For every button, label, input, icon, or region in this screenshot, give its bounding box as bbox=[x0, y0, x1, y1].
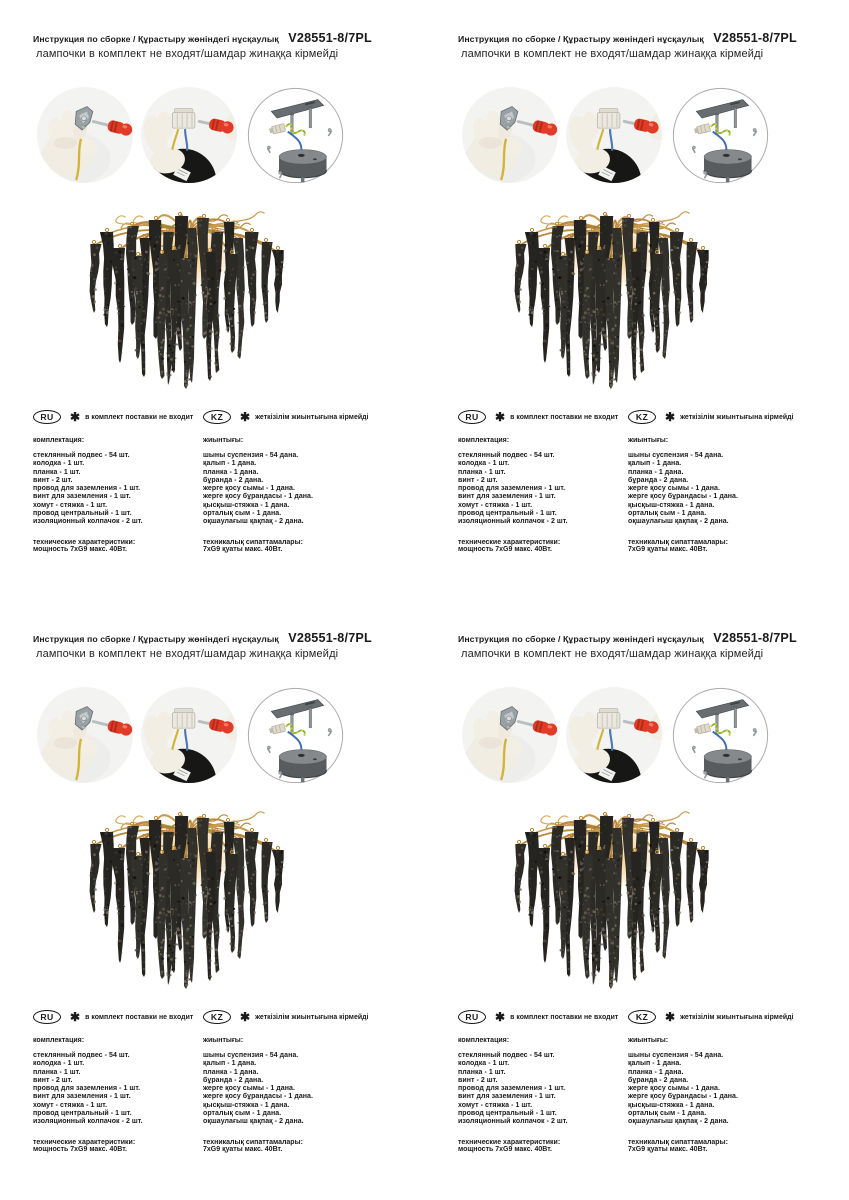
step-photo-wiring bbox=[565, 86, 663, 184]
parts-list-item: изоляционный колпачок - 2 шт. bbox=[33, 518, 143, 526]
parts-list-item: планка - 1 шт. bbox=[33, 1068, 81, 1076]
model-number: V28551-8/7PL bbox=[288, 631, 372, 645]
kz-section bbox=[203, 1010, 398, 1154]
ru-list-title: комплектация: bbox=[458, 437, 510, 444]
ru-not-included-note: в комплект поставки не входит bbox=[510, 413, 619, 421]
ru-list-title: комплектация: bbox=[33, 437, 85, 444]
parts-list-item: планка - 1 шт. bbox=[458, 468, 506, 476]
parts-list-item: винт для заземления - 1 шт. bbox=[458, 1093, 556, 1101]
parts-list-item: жерге қосу бұрандасы - 1 дана. bbox=[628, 1093, 738, 1101]
parts-list-item: хомут - стяжка - 1 шт. bbox=[458, 1101, 533, 1109]
parts-list-item: орталық сым - 1 дана. bbox=[203, 1110, 282, 1118]
parts-list-item: провод центральный - 1 шт. bbox=[33, 510, 132, 518]
parts-list-item: орталық сым - 1 дана. bbox=[628, 510, 707, 518]
instruction-panel-2 bbox=[425, 0, 849, 600]
kz-specs-value: 7xG9 қуаты макс. 40Вт. bbox=[628, 1145, 708, 1153]
step-photo-bracket bbox=[36, 86, 134, 184]
instruction-panel-1 bbox=[0, 0, 424, 600]
parts-list-item: оқшаулағыш қақпақ - 2 дана. bbox=[203, 1118, 304, 1126]
parts-list-item: винт для заземления - 1 шт. bbox=[33, 1093, 131, 1101]
parts-list-item: қалып - 1 дана. bbox=[628, 1060, 682, 1068]
kz-note-row bbox=[628, 1010, 823, 1024]
kz-specs-value: 7xG9 қуаты макс. 40Вт. bbox=[628, 545, 708, 553]
assembly-title: Инструкция по сборке / Құрастыру жөніндегі нұсқаулық bbox=[33, 634, 279, 644]
parts-list-item: провод для заземления - 1 шт. bbox=[458, 1085, 566, 1093]
parts-list-item: жерге қосу бұрандасы - 1 дана. bbox=[203, 1093, 313, 1101]
step-photo-wiring bbox=[565, 686, 663, 784]
asterisk-icon: ✱ bbox=[665, 1010, 676, 1024]
chandelier-product-image bbox=[499, 792, 729, 992]
model-number: V28551-8/7PL bbox=[713, 31, 797, 45]
parts-list-item: бұранда - 2 дана. bbox=[203, 1076, 264, 1084]
step-diagram-ceiling-mount bbox=[247, 87, 344, 184]
ceiling-mount-diagram bbox=[247, 87, 344, 184]
parts-list-item: хомут - стяжка - 1 шт. bbox=[33, 501, 108, 509]
ru-specs-title: технические характеристики: bbox=[458, 1138, 561, 1146]
kz-parts-list bbox=[203, 452, 398, 527]
ru-specs-title: технические характеристики: bbox=[33, 1138, 136, 1146]
chandelier-art bbox=[499, 792, 729, 992]
ru-note-row bbox=[33, 410, 201, 424]
kz-not-included-note: жеткізілім жиынтығына кірмейді bbox=[680, 1013, 794, 1021]
parts-list-item: планка - 1 дана. bbox=[628, 468, 684, 476]
parts-list-item: шыны суспензия - 54 дана. bbox=[628, 452, 724, 459]
kz-specs-title: техникалық сипаттамалары: bbox=[203, 538, 303, 546]
kz-not-included-note: жеткізілім жиынтығына кірмейді bbox=[255, 1013, 369, 1021]
ru-parts-list bbox=[33, 452, 201, 527]
step-diagram-ceiling-mount bbox=[247, 687, 344, 784]
parts-list-item: винт - 2 шт. bbox=[33, 476, 73, 484]
kz-parts-list bbox=[203, 1052, 398, 1127]
ru-section bbox=[33, 1010, 201, 1154]
parts-list-item: бұранда - 2 дана. bbox=[628, 1076, 689, 1084]
ru-parts-list bbox=[33, 1052, 201, 1127]
step-photo-wiring bbox=[140, 86, 238, 184]
kz-list-title: жиынтығы: bbox=[203, 1037, 244, 1044]
parts-list-item: оқшаулағыш қақпақ - 2 дана. bbox=[628, 1118, 729, 1126]
ru-specs-value: мощность 7xG9 макс. 40Вт. bbox=[458, 545, 552, 553]
parts-list-item: оқшаулағыш қақпақ - 2 дана. bbox=[203, 518, 304, 526]
ru-note-row bbox=[458, 1010, 626, 1024]
parts-list-item: бұранда - 2 дана. bbox=[628, 476, 689, 484]
parts-list-item: планка - 1 шт. bbox=[458, 1068, 506, 1076]
parts-list-item: қысқыш-стяжка - 1 дана. bbox=[203, 1101, 290, 1109]
ru-not-included-note: в комплект поставки не входит bbox=[510, 1013, 619, 1021]
parts-list-item: планка - 1 шт. bbox=[33, 468, 81, 476]
ru-note-row bbox=[33, 1010, 201, 1024]
parts-list-item: провод для заземления - 1 шт. bbox=[33, 485, 141, 493]
bracket-screwdriver-photo bbox=[461, 86, 559, 184]
assembly-title: Инструкция по сборке / Құрастыру жөніндегі нұсқаулық bbox=[458, 634, 704, 644]
parts-list-item: бұранда - 2 дана. bbox=[203, 476, 264, 484]
step-photo-wiring bbox=[140, 686, 238, 784]
terminal-block bbox=[597, 109, 620, 129]
parts-list-item: стеклянный подвес - 54 шт. bbox=[458, 1052, 555, 1059]
ceiling-mount-diagram bbox=[672, 687, 769, 784]
kz-parts-list bbox=[628, 1052, 823, 1127]
parts-list-item: винт для заземления - 1 шт. bbox=[458, 493, 556, 501]
ru-parts-list bbox=[458, 1052, 626, 1127]
ru-note-row bbox=[458, 410, 626, 424]
kz-list-title: жиынтығы: bbox=[203, 437, 244, 444]
instruction-panel-4 bbox=[425, 600, 849, 1200]
parts-list-item: колодка - 1 шт. bbox=[33, 1060, 85, 1068]
wire-connection-photo bbox=[140, 86, 238, 184]
step-photo-bracket bbox=[461, 686, 559, 784]
kz-badge: KZ bbox=[628, 1010, 656, 1024]
asterisk-icon: ✱ bbox=[70, 1010, 81, 1024]
bracket-screwdriver-photo bbox=[36, 686, 134, 784]
chandelier-product-image bbox=[74, 192, 304, 392]
parts-list-item: қалып - 1 дана. bbox=[628, 460, 682, 468]
parts-list-item: хомут - стяжка - 1 шт. bbox=[33, 1101, 108, 1109]
ru-parts-list bbox=[458, 452, 626, 527]
asterisk-icon: ✱ bbox=[240, 1010, 251, 1024]
parts-list-item: провод для заземления - 1 шт. bbox=[458, 485, 566, 493]
parts-list-item: планка - 1 дана. bbox=[203, 468, 259, 476]
kz-note-row bbox=[203, 410, 398, 424]
step-diagram-ceiling-mount bbox=[672, 87, 769, 184]
ru-specs-value: мощность 7xG9 макс. 40Вт. bbox=[458, 1145, 552, 1153]
kz-specs-title: техникалық сипаттамалары: bbox=[628, 1138, 728, 1146]
wire-connection-photo bbox=[565, 686, 663, 784]
panel-header bbox=[33, 29, 408, 61]
bulbs-not-included-note: лампочки в комплект не входят/шамдар жинаққа кірмейді bbox=[461, 48, 764, 61]
chandelier-product-image bbox=[74, 792, 304, 992]
panel-header bbox=[458, 29, 833, 61]
parts-list-item: стеклянный подвес - 54 шт. bbox=[33, 1052, 130, 1059]
parts-list-item: стеклянный подвес - 54 шт. bbox=[33, 452, 130, 459]
ceiling-mount-diagram bbox=[247, 687, 344, 784]
title-line bbox=[458, 29, 833, 47]
instruction-panel-3 bbox=[0, 600, 424, 1200]
kz-specs-title: техникалық сипаттамалары: bbox=[203, 1138, 303, 1146]
chandelier-art bbox=[74, 192, 304, 392]
asterisk-icon: ✱ bbox=[70, 410, 81, 424]
ru-specs-value: мощность 7xG9 макс. 40Вт. bbox=[33, 545, 127, 553]
title-line bbox=[458, 629, 833, 647]
parts-list-item: қысқыш-стяжка - 1 дана. bbox=[628, 501, 715, 509]
bulbs-not-included-note: лампочки в комплект не входят/шамдар жинаққа кірмейді bbox=[36, 648, 339, 661]
parts-list-item: планка - 1 дана. bbox=[203, 1068, 259, 1076]
bracket-screwdriver-photo bbox=[461, 686, 559, 784]
step-photo-bracket bbox=[36, 686, 134, 784]
parts-list-item: жерге қосу бұрандасы - 1 дана. bbox=[203, 493, 313, 501]
kz-specs-value: 7xG9 қуаты макс. 40Вт. bbox=[203, 1145, 283, 1153]
parts-list-item: қысқыш-стяжка - 1 дана. bbox=[203, 501, 290, 509]
parts-list-item: винт для заземления - 1 шт. bbox=[33, 493, 131, 501]
kz-section bbox=[628, 1010, 823, 1154]
panel-header bbox=[33, 629, 408, 661]
parts-list-item: провод центральный - 1 шт. bbox=[458, 1110, 557, 1118]
chandelier-product-image bbox=[499, 192, 729, 392]
parts-list-item: жерге қосу сымы - 1 дана. bbox=[203, 1085, 295, 1093]
bulbs-not-included-note: лампочки в комплект не входят/шамдар жинаққа кірмейді bbox=[36, 48, 339, 61]
parts-list-item: колодка - 1 шт. bbox=[458, 1060, 510, 1068]
parts-list-item: колодка - 1 шт. bbox=[33, 460, 85, 468]
terminal-block bbox=[597, 709, 620, 729]
parts-list-item: оқшаулағыш қақпақ - 2 дана. bbox=[628, 518, 729, 526]
wire-connection-photo bbox=[140, 686, 238, 784]
ru-badge: RU bbox=[33, 410, 61, 424]
kz-list-title: жиынтығы: bbox=[628, 437, 669, 444]
kz-badge: KZ bbox=[203, 1010, 231, 1024]
assembly-title: Инструкция по сборке / Құрастыру жөніндегі нұсқаулық bbox=[33, 34, 279, 44]
ru-specs-title: технические характеристики: bbox=[33, 538, 136, 546]
parts-list-item: колодка - 1 шт. bbox=[458, 460, 510, 468]
parts-list-item: стеклянный подвес - 54 шт. bbox=[458, 452, 555, 459]
terminal-block bbox=[172, 709, 195, 729]
kz-not-included-note: жеткізілім жиынтығына кірмейді bbox=[255, 413, 369, 421]
kz-badge: KZ bbox=[628, 410, 656, 424]
assembly-title: Инструкция по сборке / Құрастыру жөніндегі нұсқаулық bbox=[458, 34, 704, 44]
ru-section bbox=[33, 410, 201, 554]
ru-list-title: комплектация: bbox=[33, 1037, 85, 1044]
kz-badge: KZ bbox=[203, 410, 231, 424]
parts-list-item: шыны суспензия - 54 дана. bbox=[203, 1052, 299, 1059]
parts-list-item: провод центральный - 1 шт. bbox=[33, 1110, 132, 1118]
parts-list-item: планка - 1 дана. bbox=[628, 1068, 684, 1076]
panel-header bbox=[458, 629, 833, 661]
ru-not-included-note: в комплект поставки не входит bbox=[85, 413, 194, 421]
kz-specs-value: 7xG9 қуаты макс. 40Вт. bbox=[203, 545, 283, 553]
wire-connection-photo bbox=[565, 86, 663, 184]
parts-list-item: изоляционный колпачок - 2 шт. bbox=[33, 1118, 143, 1126]
parts-list-item: қысқыш-стяжка - 1 дана. bbox=[628, 1101, 715, 1109]
kz-parts-list bbox=[628, 452, 823, 527]
ru-badge: RU bbox=[33, 1010, 61, 1024]
parts-list-item: винт - 2 шт. bbox=[33, 1076, 73, 1084]
bulbs-not-included-note: лампочки в комплект не входят/шамдар жинаққа кірмейді bbox=[461, 648, 764, 661]
ceiling-mount-diagram bbox=[672, 87, 769, 184]
parts-list-item: шыны суспензия - 54 дана. bbox=[628, 1052, 724, 1059]
parts-list-item: қалып - 1 дана. bbox=[203, 1060, 257, 1068]
ru-section bbox=[458, 1010, 626, 1154]
parts-list-item: орталық сым - 1 дана. bbox=[203, 510, 282, 518]
parts-list-item: провод для заземления - 1 шт. bbox=[33, 1085, 141, 1093]
ru-badge: RU bbox=[458, 410, 486, 424]
kz-note-row bbox=[628, 410, 823, 424]
kz-specs-title: техникалық сипаттамалары: bbox=[628, 538, 728, 546]
parts-list-item: провод центральный - 1 шт. bbox=[458, 510, 557, 518]
kz-section bbox=[203, 410, 398, 554]
kz-note-row bbox=[203, 1010, 398, 1024]
ru-specs-value: мощность 7xG9 макс. 40Вт. bbox=[33, 1145, 127, 1153]
model-number: V28551-8/7PL bbox=[288, 31, 372, 45]
parts-list-item: винт - 2 шт. bbox=[458, 476, 498, 484]
parts-list-item: винт - 2 шт. bbox=[458, 1076, 498, 1084]
asterisk-icon: ✱ bbox=[495, 410, 506, 424]
ru-specs-title: технические характеристики: bbox=[458, 538, 561, 546]
parts-list-item: қалып - 1 дана. bbox=[203, 460, 257, 468]
terminal-block bbox=[172, 109, 195, 129]
ru-not-included-note: в комплект поставки не входит bbox=[85, 1013, 194, 1021]
asterisk-icon: ✱ bbox=[495, 1010, 506, 1024]
bracket-screwdriver-photo bbox=[36, 86, 134, 184]
chandelier-art bbox=[499, 192, 729, 392]
parts-list-item: орталық сым - 1 дана. bbox=[628, 1110, 707, 1118]
ru-badge: RU bbox=[458, 1010, 486, 1024]
parts-list-item: жерге қосу бұрандасы - 1 дана. bbox=[628, 493, 738, 501]
parts-list-item: жерге қосу сымы - 1 дана. bbox=[628, 485, 720, 493]
parts-list-item: хомут - стяжка - 1 шт. bbox=[458, 501, 533, 509]
step-photo-bracket bbox=[461, 86, 559, 184]
parts-list-item: шыны суспензия - 54 дана. bbox=[203, 452, 299, 459]
model-number: V28551-8/7PL bbox=[713, 631, 797, 645]
title-line bbox=[33, 29, 408, 47]
title-line bbox=[33, 629, 408, 647]
asterisk-icon: ✱ bbox=[240, 410, 251, 424]
chandelier-art bbox=[74, 792, 304, 992]
kz-section bbox=[628, 410, 823, 554]
parts-list-item: изоляционный колпачок - 2 шт. bbox=[458, 518, 568, 526]
ru-list-title: комплектация: bbox=[458, 1037, 510, 1044]
ru-section bbox=[458, 410, 626, 554]
parts-list-item: жерге қосу сымы - 1 дана. bbox=[628, 1085, 720, 1093]
parts-list-item: изоляционный колпачок - 2 шт. bbox=[458, 1118, 568, 1126]
kz-list-title: жиынтығы: bbox=[628, 1037, 669, 1044]
parts-list-item: жерге қосу сымы - 1 дана. bbox=[203, 485, 295, 493]
step-diagram-ceiling-mount bbox=[672, 687, 769, 784]
kz-not-included-note: жеткізілім жиынтығына кірмейді bbox=[680, 413, 794, 421]
asterisk-icon: ✱ bbox=[665, 410, 676, 424]
